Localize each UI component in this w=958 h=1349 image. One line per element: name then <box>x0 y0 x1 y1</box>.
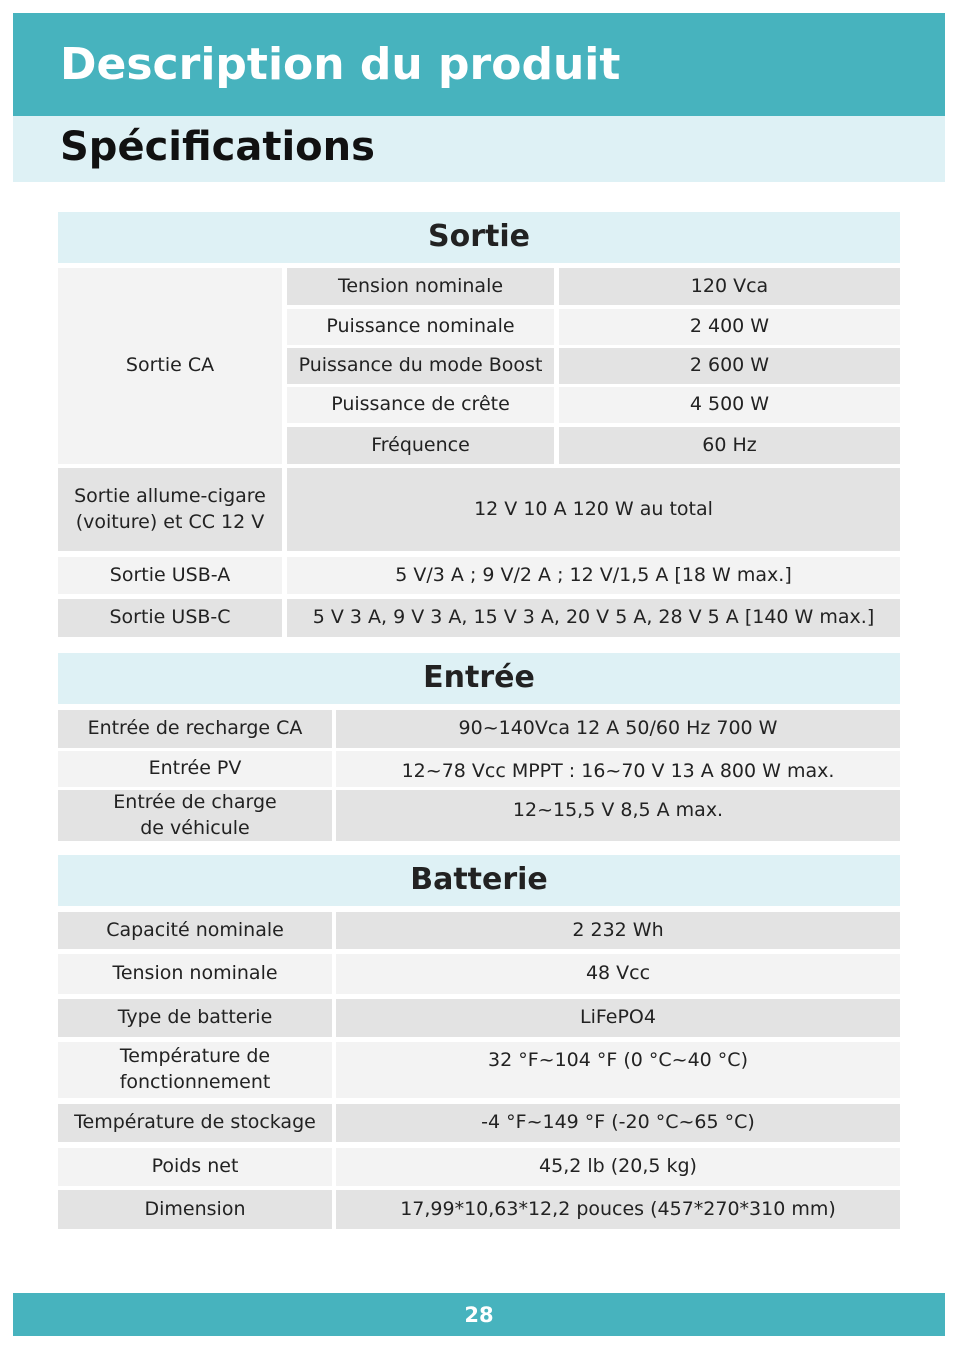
table-cell-value: 12~78 Vcc MPPT : 16~70 V 13 A 800 W max. <box>336 751 900 787</box>
table-cell-label: Puissance nominale <box>287 309 554 345</box>
table-cell-value: 120 Vca <box>559 268 900 305</box>
table-cell-value: 12~15,5 V 8,5 A max. <box>336 790 900 841</box>
table-cell-value: 2 232 Wh <box>336 912 900 949</box>
table-cell-label: Entrée PV <box>58 751 332 787</box>
label-line: Sortie allume-cigare <box>74 484 266 507</box>
footer-band <box>13 1293 945 1336</box>
table-cell-label: Capacité nominale <box>58 912 332 949</box>
label-line: de véhicule <box>140 816 250 839</box>
table-cell-value: 90~140Vca 12 A 50/60 Hz 700 W <box>336 710 900 748</box>
sortie-cigare-value: 12 V 10 A 120 W au total <box>287 468 900 551</box>
header-band <box>13 13 945 116</box>
table-cell-label: Puissance de crête <box>287 387 554 423</box>
table-cell-value: 2 600 W <box>559 348 900 384</box>
subheader-band <box>13 116 945 182</box>
label-line: Température de <box>119 1045 271 1068</box>
table-cell-value: LiFePO4 <box>336 999 900 1037</box>
section-title-sortie: Sortie <box>58 212 900 263</box>
table-cell-value: 48 Vcc <box>336 954 900 994</box>
table-cell-label: Entrée de recharge CA <box>58 710 332 748</box>
table-cell-label: Tension nominale <box>287 268 554 305</box>
table-cell-value: 32 °F~104 °F (0 °C~40 °C) <box>336 1042 900 1098</box>
section-subtitle: Spécifications <box>60 124 375 170</box>
label-line: fonctionnement <box>119 1071 271 1093</box>
page-title: Description du produit <box>60 39 621 90</box>
table-cell-label: Fréquence <box>287 427 554 464</box>
page-number: 28 <box>464 1302 494 1327</box>
section-title-batterie: Batterie <box>58 855 900 906</box>
sortie-usb-a-label: Sortie USB-A <box>58 557 282 594</box>
table-cell-label: Température de stockage <box>58 1104 332 1142</box>
table-cell-label <box>58 1042 332 1098</box>
table-cell-label: Type de batterie <box>58 999 332 1037</box>
sortie-cigare-label <box>58 468 282 551</box>
table-cell-value: 2 400 W <box>559 309 900 345</box>
section-title-entree: Entrée <box>58 653 900 704</box>
table-cell-label: Poids net <box>58 1148 332 1186</box>
sortie-usb-a-value: 5 V/3 A ; 9 V/2 A ; 12 V/1,5 A [18 W max.] <box>287 557 900 594</box>
sortie-usb-c-label: Sortie USB-C <box>58 599 282 637</box>
table-cell-label: Tension nominale <box>58 954 332 994</box>
label-line: (voiture) et CC 12 V <box>75 510 265 533</box>
label-line: Entrée de charge <box>113 790 277 813</box>
table-cell-value: 17,99*10,63*12,2 pouces (457*270*310 mm) <box>336 1190 900 1229</box>
table-cell-value: 60 Hz <box>559 427 900 464</box>
table-cell-label: Puissance du mode Boost <box>287 348 554 384</box>
table-cell-value: 4 500 W <box>559 387 900 423</box>
sortie-usb-c-value: 5 V 3 A, 9 V 3 A, 15 V 3 A, 20 V 5 A, 28 V 5 A [140 W max.] <box>287 599 900 637</box>
table-cell-label: Dimension <box>58 1190 332 1229</box>
table-cell-value: -4 °F~149 °F (-20 °C~65 °C) <box>336 1104 900 1142</box>
table-cell-label <box>58 790 332 841</box>
sortie-ca-label: Sortie CA <box>58 268 282 464</box>
table-cell-value: 45,2 lb (20,5 kg) <box>336 1148 900 1186</box>
